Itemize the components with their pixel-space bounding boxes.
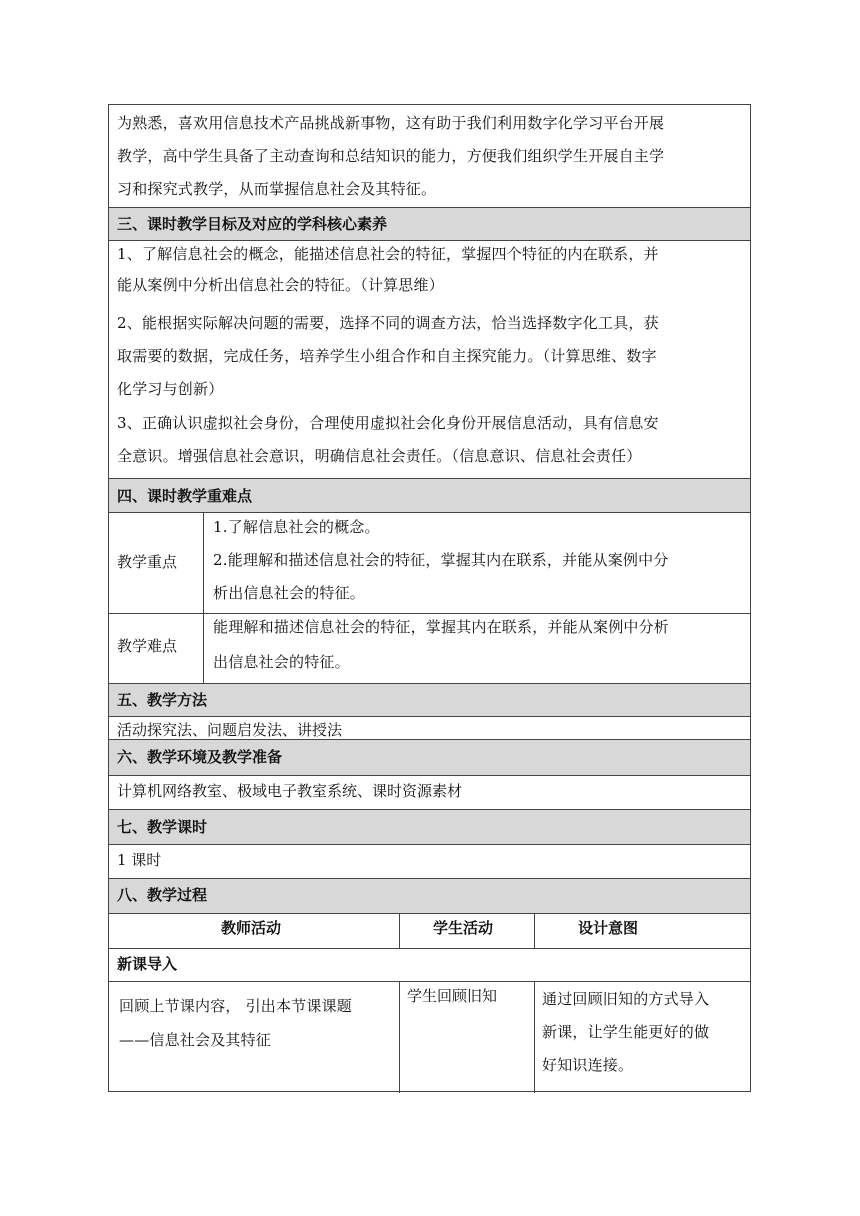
section-5-heading: 五、教学方法	[117, 691, 208, 709]
key-points-content	[213, 511, 742, 610]
column-header-student: 学生活动	[433, 919, 494, 937]
goal-3	[117, 407, 742, 473]
teaching-methods: 活动探究法、问题启发法、讲授法	[117, 721, 343, 739]
column-header-teacher: 教师活动	[221, 919, 282, 937]
key-point-line: 析出信息社会的特征。	[213, 584, 366, 602]
student-activity: 学生回顾旧知	[407, 987, 498, 1005]
goal-2-line: 取需要的数据，完成任务，培养学生小组合作和自主探究能力。（计算思维、数字	[117, 347, 657, 365]
design-intent-line: 新课，让学生能更好的做	[542, 1023, 710, 1041]
goal-3-line: 3、正确认识虚拟社会身份，合理使用虚拟社会化身份开展信息活动，具有信息安	[117, 414, 659, 432]
section-3-heading: 三、课时教学目标及对应的学科核心素养	[117, 215, 388, 233]
teacher-activity	[119, 989, 394, 1057]
goal-1	[117, 239, 742, 301]
intro-line: 习和探究式教学，从而掌握信息社会及其特征。	[117, 180, 437, 198]
difficulty-line: 出信息社会的特征。	[213, 653, 350, 671]
key-points-label: 教学重点	[117, 553, 178, 571]
difficulty-label: 教学难点	[117, 637, 178, 655]
section-7-heading: 七、教学课时	[117, 818, 208, 836]
difficulty-line: 能理解和描述信息社会的特征，掌握其内在联系，并能从案例中分析	[213, 618, 670, 636]
goal-3-line: 全意识。增强信息社会意识，明确信息社会责任。（信息意识、信息社会责任）	[117, 447, 642, 465]
lesson-plan-table	[108, 104, 751, 1092]
design-intent	[542, 983, 747, 1082]
section-8-heading: 八、教学过程	[117, 886, 208, 904]
goal-1-line: 能从案例中分析出信息社会的特征。（计算思维）	[117, 276, 444, 294]
section-6-heading: 六、教学环境及教学准备	[117, 748, 283, 766]
design-intent-line: 通过回顾旧知的方式导入	[542, 990, 710, 1008]
key-point-line: 1.了解信息社会的概念。	[213, 518, 380, 536]
section-4-heading: 四、课时教学重难点	[117, 487, 253, 505]
design-intent-line: 好知识连接。	[542, 1056, 634, 1074]
teaching-environment: 计算机网络教室、极域电子教室系统、课时资源素材	[117, 782, 463, 800]
teacher-activity-line: 回顾上节课内容， 引出本节课课题	[119, 997, 352, 1015]
difficulty-content	[213, 610, 742, 680]
intro-line: 教学，高中学生具备了主动查询和总结知识的能力，方便我们组织学生开展自主学	[117, 147, 665, 165]
intro-line: 为熟悉，喜欢用信息技术产品挑战新事物，这有助于我们利用数字化学习平台开展	[117, 114, 665, 132]
key-point-line: 2.能理解和描述信息社会的特征，掌握其内在联系，并能从案例中分	[213, 551, 669, 569]
lesson-count: 1 课时	[117, 851, 162, 869]
intro-paragraph	[117, 107, 742, 206]
goal-1-line: 1、了解信息社会的概念，能描述信息社会的特征，掌握四个特征的内在联系，并	[117, 245, 659, 263]
goal-2-line: 化学习与创新）	[117, 380, 224, 398]
goal-2-line: 2、能根据实际解决问题的需要，选择不同的调查方法，恰当选择数字化工具，获	[117, 314, 659, 332]
goal-2	[117, 307, 742, 406]
teacher-activity-line: ——信息社会及其特征	[119, 1031, 272, 1049]
phase-label: 新课导入	[117, 955, 178, 973]
column-header-intent: 设计意图	[578, 919, 639, 937]
